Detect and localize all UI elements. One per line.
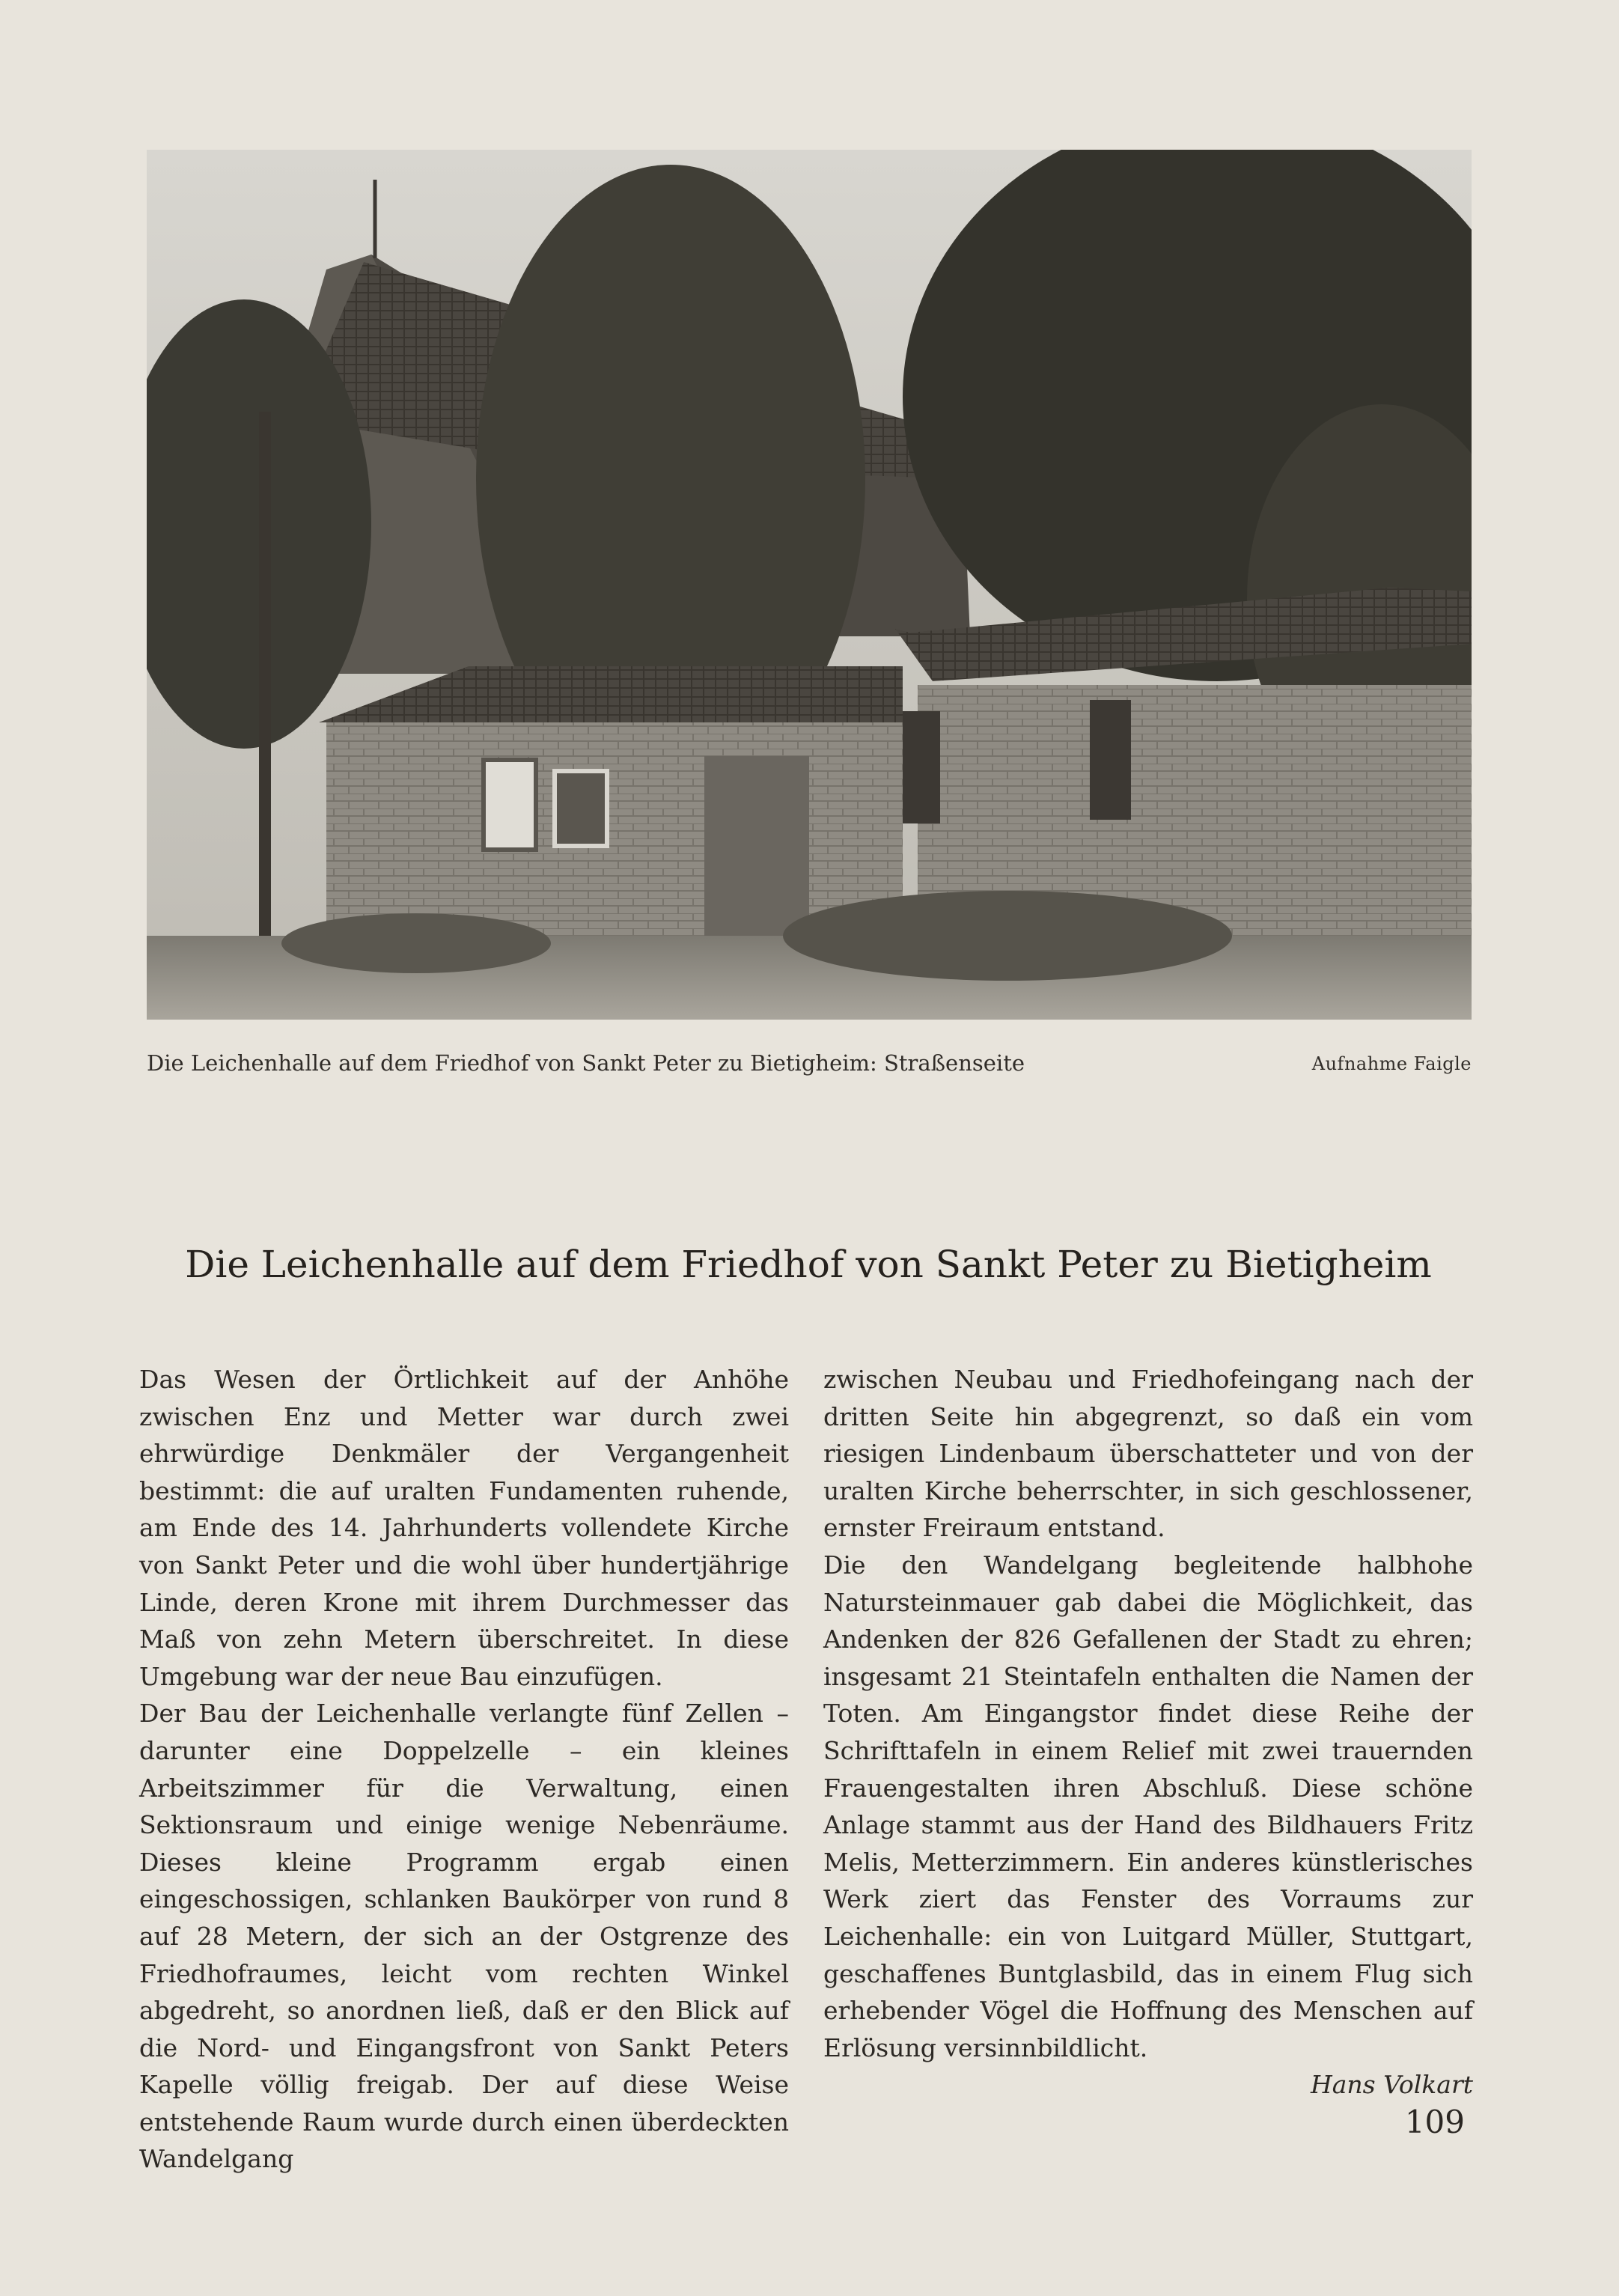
author-signature: Hans Volkart bbox=[1310, 2070, 1473, 2100]
left-column bbox=[139, 1361, 789, 2178]
photo-credit: Aufnahme Faigle bbox=[1311, 1053, 1472, 1074]
paragraph: Das Wesen der Örtlichkeit auf der Anhöhe zwischen Enz und Metter war durch zwei ehrwürdige Denkmäler der Vergangenheit bestimmt: die auf uralten Fundamenten ruhende, am Ende des 14. Jahrhunderts vollendete Kirche von Sankt Peter und die wohl über hundertjährige Linde, deren Krone mit ihrem Durchmesser das Maß von zehn Metern überschreitet. In diese Umgebung war der neue Bau einzufügen. bbox=[139, 1365, 789, 1691]
photo-illustration bbox=[147, 150, 1472, 1020]
paragraph: Der Bau der Leichenhalle verlangte fünf Zellen – darunter eine Doppelzelle – ein kleines Arbeitszimmer für die Verwaltung, einen Sektionsraum und einige wenige Nebenräume. Dieses kleine Programm ergab einen eingeschossigen, schlanken Baukörper von rund 8 auf 28 Metern, der sich an der Ostgrenze des Friedhofraumes, leicht vom rechten Winkel abgedreht, so anordnen ließ, daß er den Blick auf die Nord- und Eingangsfront von Sankt Peters Kapelle völlig freigab. Der auf diese Weise entstehende Raum wurde durch einen überdeckten Wandelgang bbox=[139, 1699, 789, 2174]
paragraph: Die den Wandelgang begleitende halbhohe Natursteinmauer gab dabei die Möglichkeit, das Andenken der 826 Gefallenen der Stadt zu ehren; insgesamt 21 Steintafeln enthalten die Namen der Toten. Am Eingangstor findet diese Reihe der Schrifttafeln in einem Relief mit zwei trauernden Frauengestalten ihren Abschluß. Diese schöne Anlage stammt aus der Hand des Bildhauers Fritz Melis, Metterzimmern. Ein anderes künstlerisches Werk ziert das Fenster des Vorraums zur Leichenhalle: ein von Luitgard Müller, Stuttgart, geschaffenes Buntglasbild, das in einem Flug sich erhebender Vögel die Hoffnung des Menschen auf Erlösung versinnbildlicht. bbox=[823, 1550, 1473, 2062]
paragraph: zwischen Neubau und Friedhofeingang nach der dritten Seite hin abgegrenzt, so daß ein vom riesigen Lindenbaum überschatteter und von der uralten Kirche beherrschter, in sich geschlossener, ernster Freiraum entstand. bbox=[823, 1365, 1473, 1543]
article-title: Die Leichenhalle auf dem Friedhof von Sankt Peter zu Bietigheim bbox=[185, 1243, 1432, 1286]
photo bbox=[147, 150, 1472, 1020]
caption-text: Die Leichenhalle auf dem Friedhof von Sankt Peter zu Bietigheim: Straßenseite bbox=[147, 1050, 1025, 1076]
page-number: 109 bbox=[1404, 2104, 1465, 2140]
photo-caption bbox=[147, 1050, 1472, 1088]
right-column bbox=[823, 1361, 1473, 2104]
